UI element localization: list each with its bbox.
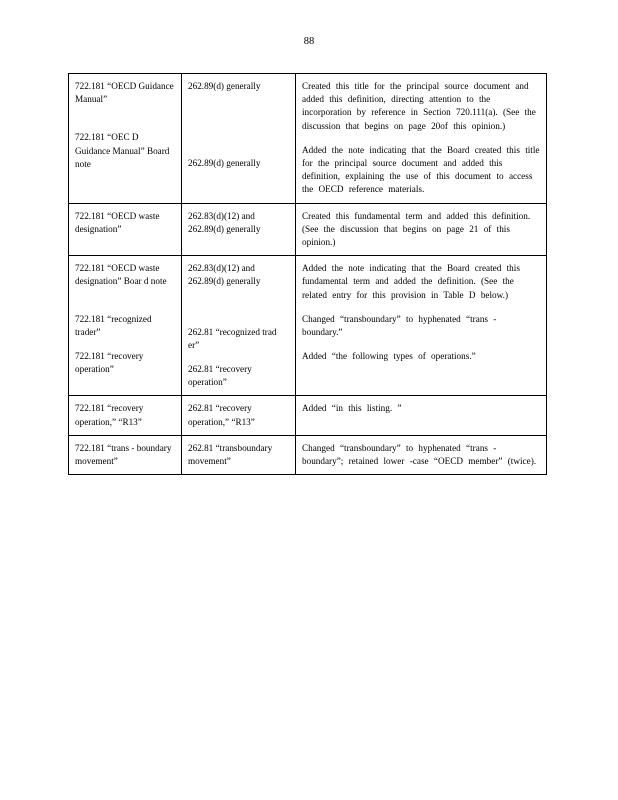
section-text: 722.181 “OEC D Guidance Manual” Board note [75,132,170,169]
reference-text: 262.81 “recovery operation,” “R13” [188,403,255,427]
description-text: Created this fundamental term and added this definition. (See the discussion that begins on page 21 of this opinion.) [302,210,531,248]
reference-cell [182,435,296,474]
table-row [69,396,547,435]
section-cell [69,256,182,396]
reference-cell [182,203,296,256]
reference-text: 262.89(d) generally [188,81,261,91]
reference-text: 262.81 “recovery operation” [188,364,252,388]
description-text: Added “the following types of operations.” [302,351,476,362]
description-text: Changed “transboundary” to hyphenated “trans - boundary.” [302,313,497,338]
section-text: 722.181 “recovery operation,” “R13” [75,403,144,427]
reference-text: 262.89(d) generally [188,158,261,169]
table-row [69,203,547,256]
description-text: Added “in this listing. ” [302,403,402,414]
description-cell [296,74,547,204]
reference-cell [182,256,296,396]
table-row [69,256,547,396]
section-text: 722.181 “recognized trader” [75,313,152,337]
description-text: Created this title for the principal source document and added this definition, directing attention to the incorporation by reference in Section 720.111(a). (See the discussion that begins on page 20of this opinion.) [302,81,536,131]
reference-cell [182,396,296,435]
table-row [69,435,547,474]
section-text: 722.181 “OECD waste designation” Boar d note [75,263,167,287]
section-cell [69,396,182,435]
reference-text: 262.83(d)(12) and 262.89(d) generally [188,210,261,234]
comparison-table [68,73,547,475]
description-cell [296,435,547,474]
section-cell [69,203,182,256]
section-text: 722.181 “trans - boundary movement” [75,442,172,467]
section-cell [69,74,182,204]
description-cell [296,396,547,435]
section-text: 722.181 “OECD Guidance Manual” [75,81,174,105]
description-cell [296,203,547,256]
reference-text: 262.81 “transboundary movement” [188,442,273,467]
description-text: Added the note indicating that the Board created this fundamental term and added the definition. (See the related entry for this provision in Table D below.) [302,263,520,300]
reference-text: 262.81 “recognized trad er” [188,326,277,350]
reference-text: 262.83(d)(12) and 262.89(d) generally [188,263,261,287]
section-text: 722.181 “recovery operation” [75,351,144,375]
section-text: 722.181 “OECD waste designation” [75,210,160,234]
reference-cell [182,74,296,204]
section-cell [69,435,182,474]
description-text: Added the note indicating that the Board created this title for the principal source document and added this definition, explaining the use of this document to access the OECD reference materials. [302,144,540,195]
table-row [69,74,547,204]
page-number: 88 [303,36,315,47]
description-cell [296,256,547,396]
description-text: Changed “transboundary” to hyphenated “trans - boundary”; retained lower -case “OECD member” (twice). [302,442,537,467]
